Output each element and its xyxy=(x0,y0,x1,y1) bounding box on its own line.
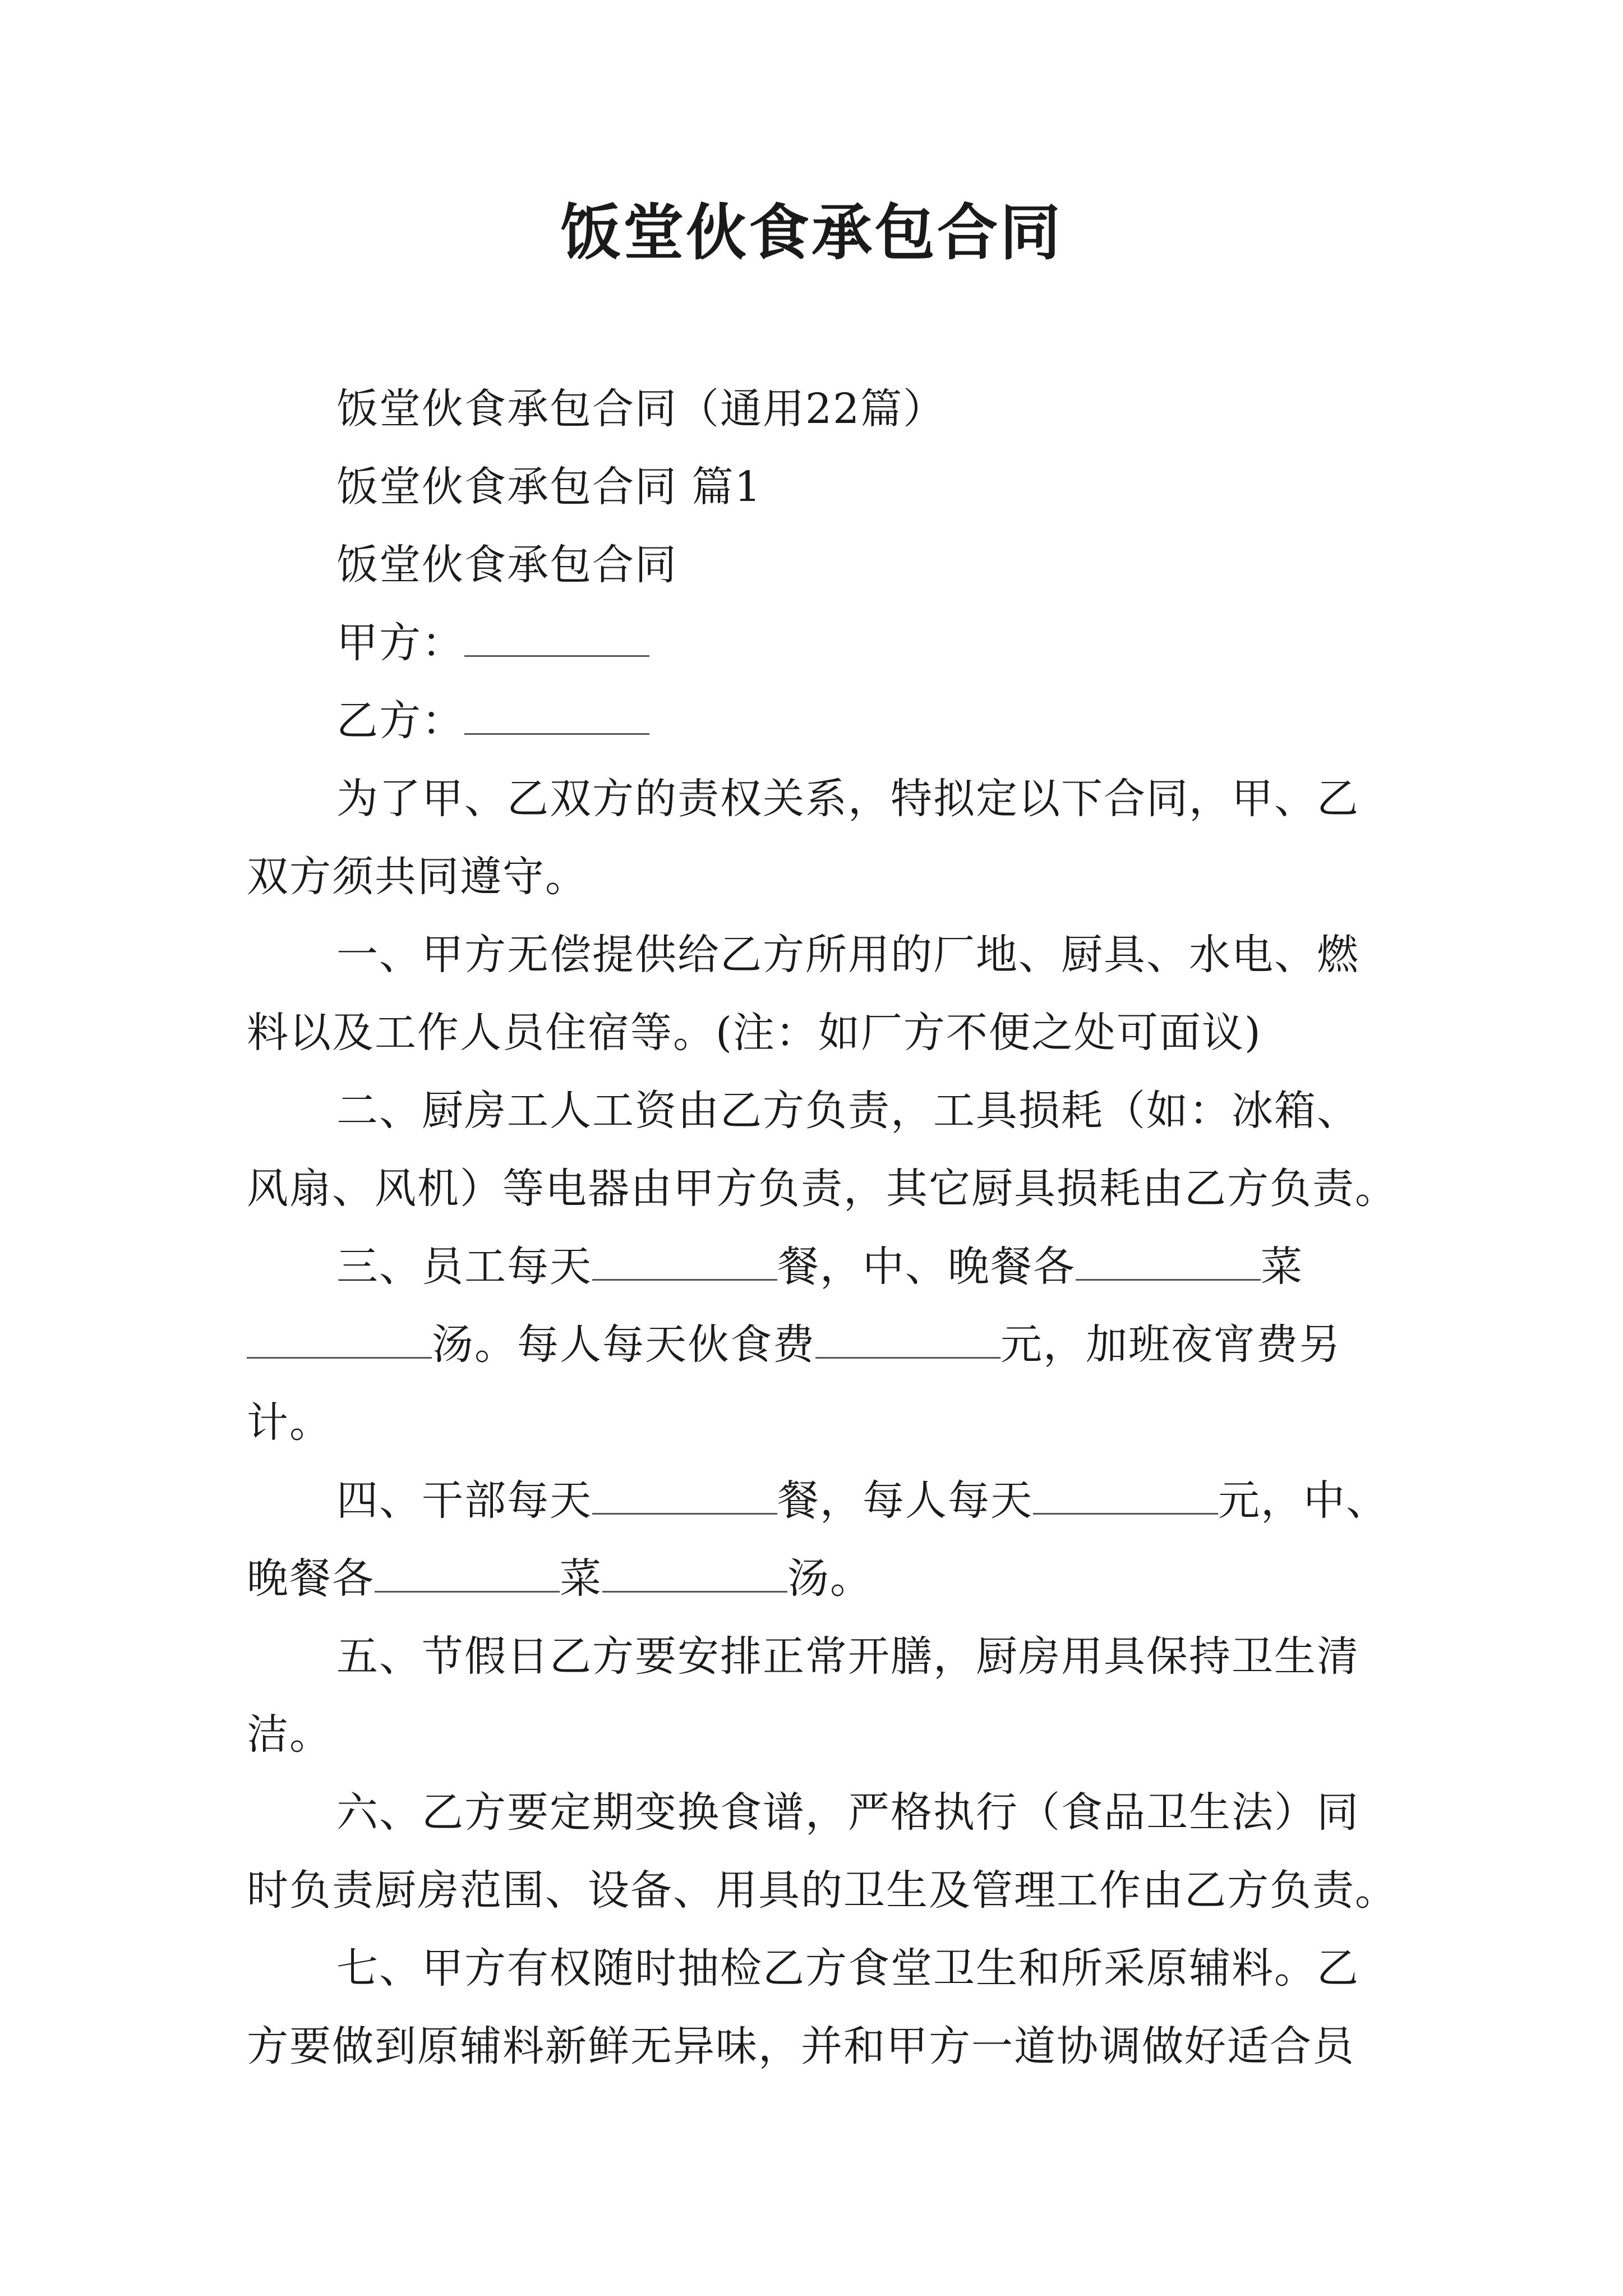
text-line xyxy=(247,1150,1398,1228)
text-segment: 菜 xyxy=(1261,1243,1303,1291)
text-line xyxy=(247,994,1385,1072)
text-segment: 七、甲方有权随时抽检乙方食堂卫生和所采原辅料。乙 xyxy=(336,1944,1359,1993)
text-segment: 为了甲、乙双方的责权关系，特拟定以下合同，甲、乙 xyxy=(336,775,1359,823)
text-segment: 计。 xyxy=(247,1398,332,1447)
fill-in-blank[interactable] xyxy=(592,1244,777,1281)
text-line xyxy=(247,1462,1389,1540)
text-segment: 汤。每人每天伙食费 xyxy=(432,1320,815,1369)
text-line xyxy=(247,1306,1385,1384)
text-segment: 风扇、风机）等电器由甲方负责，其它厨具损耗由乙方负责。 xyxy=(247,1165,1398,1213)
fill-in-blank[interactable] xyxy=(602,1556,787,1593)
text-segment: 双方须共同遵守。 xyxy=(247,853,588,901)
text-line xyxy=(247,1852,1398,1930)
text-line xyxy=(247,916,1385,994)
fill-in-blank[interactable] xyxy=(815,1322,1000,1359)
text-line xyxy=(247,682,1385,760)
document-title: 饭堂伙食承包合同 xyxy=(560,197,1063,268)
text-line xyxy=(247,1384,1385,1462)
text-segment: 六、乙方要定期变换食谱，严格执行（食品卫生法）同 xyxy=(336,1788,1359,1837)
fill-in-blank[interactable] xyxy=(464,620,649,657)
text-segment: 甲方： xyxy=(336,619,464,667)
text-segment: 时负责厨房范围、设备、用具的卫生及管理工作由乙方负责。 xyxy=(247,1866,1398,1915)
text-line xyxy=(247,1072,1385,1150)
text-segment: 菜 xyxy=(560,1554,602,1603)
text-segment: 元，中、 xyxy=(1218,1476,1389,1525)
text-line xyxy=(247,604,1385,682)
text-line xyxy=(247,448,1385,526)
text-segment: 饭堂伙食承包合同 篇1 xyxy=(336,463,762,511)
text-segment: 汤。 xyxy=(787,1554,873,1603)
text-segment: 饭堂伙食承包合同（通用22篇） xyxy=(336,385,946,433)
text-line xyxy=(247,1540,1385,1618)
text-segment: 一、甲方无偿提供给乙方所用的厂地、厨具、水电、燃 xyxy=(336,931,1359,979)
text-segment: 餐，中、晚餐各 xyxy=(777,1243,1076,1291)
text-line xyxy=(247,760,1385,838)
text-segment: 料以及工作人员住宿等。(注：如厂方不便之处可面议) xyxy=(247,1009,1262,1057)
fill-in-blank[interactable] xyxy=(1076,1244,1261,1281)
text-line xyxy=(247,1930,1385,2008)
text-line xyxy=(247,2008,1385,2086)
text-line xyxy=(247,838,1385,916)
fill-in-blank[interactable] xyxy=(592,1478,777,1515)
text-line xyxy=(247,370,1385,448)
text-segment: 饭堂伙食承包合同 xyxy=(336,541,677,589)
fill-in-blank[interactable] xyxy=(1033,1478,1218,1515)
document-body xyxy=(247,370,1398,2086)
fill-in-blank[interactable] xyxy=(247,1322,432,1359)
text-segment: 晚餐各 xyxy=(247,1554,375,1603)
text-segment: 五、节假日乙方要安排正常开膳，厨房用具保持卫生清 xyxy=(336,1632,1359,1681)
text-segment: 乙方： xyxy=(336,697,464,745)
text-line xyxy=(247,526,1385,604)
text-segment: 洁。 xyxy=(247,1710,332,1759)
fill-in-blank[interactable] xyxy=(375,1556,560,1593)
text-line xyxy=(247,1774,1385,1852)
text-segment: 餐，每人每天 xyxy=(777,1476,1033,1525)
text-segment: 三、员工每天 xyxy=(336,1243,592,1291)
text-line xyxy=(247,1228,1385,1306)
text-segment: 方要做到原辅料新鲜无异味，并和甲方一道协调做好适合员 xyxy=(247,2022,1355,2070)
text-segment: 四、干部每天 xyxy=(336,1476,592,1525)
text-segment: 元，加班夜宵费另 xyxy=(1000,1320,1341,1369)
text-line xyxy=(247,1696,1385,1774)
fill-in-blank[interactable] xyxy=(464,698,649,735)
text-line xyxy=(247,1618,1385,1696)
text-segment: 二、厨房工人工资由乙方负责，工具损耗（如：冰箱、 xyxy=(336,1087,1359,1135)
